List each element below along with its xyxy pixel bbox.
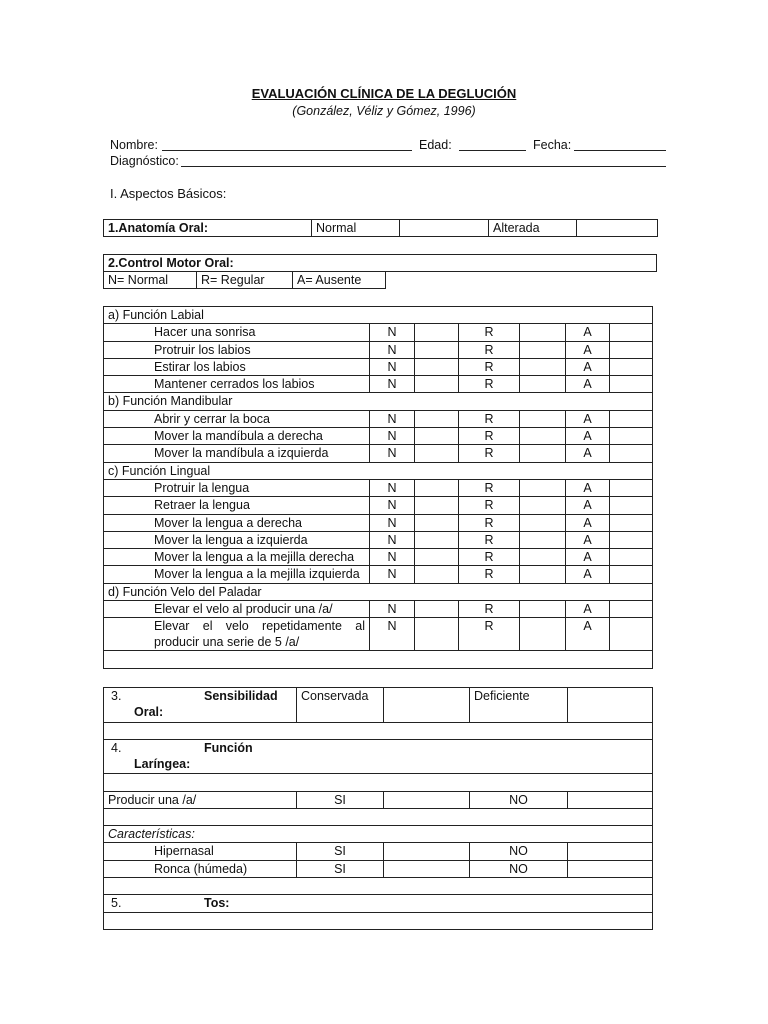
rating-n: N: [370, 341, 415, 358]
rating-a-check[interactable]: [610, 428, 653, 445]
rating-r: R: [459, 341, 520, 358]
rating-r: R: [459, 514, 520, 531]
ronca-label: Ronca (húmeda): [104, 860, 297, 877]
rating-n-check[interactable]: [415, 601, 459, 618]
spacer-row: [104, 651, 653, 668]
legend-a: A= Ausente: [293, 272, 386, 289]
rating-a: A: [566, 445, 610, 462]
tos-word: Tos:: [204, 896, 230, 911]
rating-r-check[interactable]: [520, 445, 566, 462]
motor-table: [103, 306, 653, 669]
rating-n-check[interactable]: [415, 341, 459, 358]
hipernasal-no-check[interactable]: [568, 843, 653, 860]
rating-r: R: [459, 358, 520, 375]
spacer-row: [104, 723, 653, 740]
rating-a-check[interactable]: [610, 601, 653, 618]
laringea-word2: Laríngea:: [134, 757, 191, 772]
spacer-row: [104, 808, 653, 825]
rating-r: R: [459, 428, 520, 445]
function-group-heading: d) Función Velo del Paladar: [104, 583, 653, 600]
ronca-si-check[interactable]: [384, 860, 470, 877]
function-item-label: Hacer una sonrisa: [104, 324, 370, 341]
anatomia-table: [103, 219, 658, 237]
rating-r: R: [459, 618, 520, 651]
rating-a: A: [566, 358, 610, 375]
rating-n-check[interactable]: [415, 445, 459, 462]
hipernasal-si-check[interactable]: [384, 843, 470, 860]
function-group-heading: a) Función Labial: [104, 307, 653, 324]
conservada-label: Conservada: [297, 688, 384, 723]
function-item-label: Mover la lengua a la mejilla derecha: [104, 549, 370, 566]
rating-a-check[interactable]: [610, 324, 653, 341]
rating-a: A: [566, 549, 610, 566]
rating-a: A: [566, 601, 610, 618]
rating-r-check[interactable]: [520, 497, 566, 514]
rating-n: N: [370, 358, 415, 375]
section-heading: I. Aspectos Básicos:: [110, 186, 227, 201]
tos-label: [104, 895, 653, 912]
function-group-heading: b) Función Mandibular: [104, 393, 653, 410]
rating-r: R: [459, 445, 520, 462]
function-item-label: Mover la lengua a izquierda: [104, 531, 370, 548]
nombre-label: Nombre:: [110, 138, 158, 152]
rating-a-check[interactable]: [610, 341, 653, 358]
caracteristicas-label: Características:: [104, 826, 653, 843]
rating-r: R: [459, 479, 520, 496]
rating-n-check[interactable]: [415, 497, 459, 514]
producir-no-check[interactable]: [568, 791, 653, 808]
rating-r: R: [459, 410, 520, 427]
rating-r-check[interactable]: [520, 428, 566, 445]
ronca-no-check[interactable]: [568, 860, 653, 877]
rating-a-check[interactable]: [610, 566, 653, 583]
lower-table: [103, 687, 653, 930]
rating-r-check[interactable]: [520, 341, 566, 358]
deficiente-check[interactable]: [568, 688, 653, 723]
control-label: 2.Control Motor Oral:: [104, 255, 657, 272]
sensibilidad-num: 3.: [111, 689, 122, 703]
rating-a-check[interactable]: [610, 376, 653, 393]
rating-a: A: [566, 479, 610, 496]
diagnostico-field[interactable]: [181, 166, 666, 167]
rating-n-check[interactable]: [415, 531, 459, 548]
rating-a-check[interactable]: [610, 514, 653, 531]
edad-field[interactable]: [459, 150, 526, 151]
rating-a-check[interactable]: [610, 531, 653, 548]
function-item-label: Retraer la lengua: [104, 497, 370, 514]
rating-a-check[interactable]: [610, 497, 653, 514]
tos-num: 5.: [111, 896, 122, 911]
rating-r-check[interactable]: [520, 601, 566, 618]
rating-n: N: [370, 618, 415, 651]
rating-n-check[interactable]: [415, 566, 459, 583]
ronca-si: SI: [297, 860, 384, 877]
function-item-label: Estirar los labios: [104, 358, 370, 375]
rating-n: N: [370, 428, 415, 445]
rating-r-check[interactable]: [520, 410, 566, 427]
rating-a: A: [566, 410, 610, 427]
producir-si-check[interactable]: [384, 791, 470, 808]
function-item-label: Mover la mandíbula a izquierda: [104, 445, 370, 462]
function-item-label: Abrir y cerrar la boca: [104, 410, 370, 427]
rating-r-check[interactable]: [520, 376, 566, 393]
rating-n: N: [370, 514, 415, 531]
rating-a-check[interactable]: [610, 618, 653, 651]
function-item-label: Mover la lengua a derecha: [104, 514, 370, 531]
rating-n-check[interactable]: [415, 410, 459, 427]
rating-n: N: [370, 445, 415, 462]
rating-a-check[interactable]: [610, 358, 653, 375]
rating-n-check[interactable]: [415, 514, 459, 531]
laringea-word: Función: [204, 741, 253, 756]
spacer-row: [104, 774, 653, 791]
rating-n-check[interactable]: [415, 549, 459, 566]
normal-check[interactable]: [400, 220, 489, 237]
rating-n: N: [370, 601, 415, 618]
rating-n: N: [370, 531, 415, 548]
laringea-num: 4.: [111, 741, 122, 756]
function-item-label: Elevar el velo al producir una /a/: [104, 601, 370, 618]
rating-a: A: [566, 531, 610, 548]
rating-n: N: [370, 376, 415, 393]
legend-r: R= Regular: [197, 272, 293, 289]
rating-r-check[interactable]: [520, 618, 566, 651]
rating-r-check[interactable]: [520, 549, 566, 566]
rating-r: R: [459, 549, 520, 566]
rating-r-check[interactable]: [520, 514, 566, 531]
hipernasal-label: Hipernasal: [104, 843, 297, 860]
hipernasal-no: NO: [470, 843, 568, 860]
rating-n-check[interactable]: [415, 618, 459, 651]
rating-n-check[interactable]: [415, 428, 459, 445]
producir-no: NO: [470, 791, 568, 808]
fecha-field[interactable]: [574, 150, 666, 151]
rating-n-check[interactable]: [415, 324, 459, 341]
function-item-label: Mover la lengua a la mejilla izquierda: [104, 566, 370, 583]
rating-a: A: [566, 566, 610, 583]
rating-n: N: [370, 497, 415, 514]
rating-r: R: [459, 376, 520, 393]
diagnostico-label: Diagnóstico:: [110, 154, 179, 168]
rating-a: A: [566, 618, 610, 651]
normal-label: Normal: [312, 220, 400, 237]
page-title: EVALUACIÓN CLÍNICA DE LA DEGLUCIÓN: [251, 86, 517, 101]
fecha-label: Fecha:: [533, 138, 572, 152]
legend-n: N= Normal: [104, 272, 197, 289]
spacer-row: [104, 912, 653, 929]
rating-n: N: [370, 549, 415, 566]
edad-label: Edad:: [419, 138, 452, 152]
control-header: [103, 254, 657, 272]
anatomia-label: 1.Anatomía Oral:: [104, 220, 312, 237]
rating-a-check[interactable]: [610, 445, 653, 462]
rating-a: A: [566, 428, 610, 445]
function-item-label: Mover la mandíbula a derecha: [104, 428, 370, 445]
rating-r-check[interactable]: [520, 566, 566, 583]
rating-a: A: [566, 514, 610, 531]
rating-r-check[interactable]: [520, 358, 566, 375]
deficiente-label: Deficiente: [470, 688, 568, 723]
rating-n-check[interactable]: [415, 376, 459, 393]
function-group-heading: c) Función Lingual: [104, 462, 653, 479]
rating-n-check[interactable]: [415, 479, 459, 496]
rating-n: N: [370, 479, 415, 496]
function-item-label: Elevar el velo repetidamente al producir una serie de 5 /a/: [104, 618, 370, 651]
sensibilidad-word: Sensibilidad: [204, 689, 278, 703]
rating-a: A: [566, 497, 610, 514]
sensibilidad-word2: Oral:: [134, 705, 164, 719]
rating-n: N: [370, 410, 415, 427]
conservada-check[interactable]: [384, 688, 470, 723]
ronca-no: NO: [470, 860, 568, 877]
function-item-label: Protruir la lengua: [104, 479, 370, 496]
producir-si: SI: [297, 791, 384, 808]
sensibilidad-label: [104, 688, 297, 723]
rating-a: A: [566, 341, 610, 358]
laringea-label: [104, 740, 653, 774]
legend-table: [103, 271, 386, 289]
producir-label: Producir una /a/: [104, 791, 297, 808]
rating-r: R: [459, 531, 520, 548]
alterada-check[interactable]: [577, 220, 658, 237]
spacer-row: [104, 878, 653, 895]
rating-a: A: [566, 324, 610, 341]
rating-r: R: [459, 566, 520, 583]
rating-a-check[interactable]: [610, 549, 653, 566]
function-item-label: Mantener cerrados los labios: [104, 376, 370, 393]
alterada-label: Alterada: [489, 220, 577, 237]
rating-n: N: [370, 566, 415, 583]
rating-r: R: [459, 497, 520, 514]
rating-a-check[interactable]: [610, 479, 653, 496]
rating-r: R: [459, 324, 520, 341]
rating-n: N: [370, 324, 415, 341]
page-subtitle: (González, Véliz y Gómez, 1996): [292, 104, 476, 118]
rating-a: A: [566, 376, 610, 393]
rating-r-check[interactable]: [520, 479, 566, 496]
rating-a-check[interactable]: [610, 410, 653, 427]
rating-r: R: [459, 601, 520, 618]
rating-r-check[interactable]: [520, 324, 566, 341]
rating-r-check[interactable]: [520, 531, 566, 548]
hipernasal-si: SI: [297, 843, 384, 860]
function-item-label: Protruir los labios: [104, 341, 370, 358]
nombre-field[interactable]: [162, 150, 412, 151]
rating-n-check[interactable]: [415, 358, 459, 375]
